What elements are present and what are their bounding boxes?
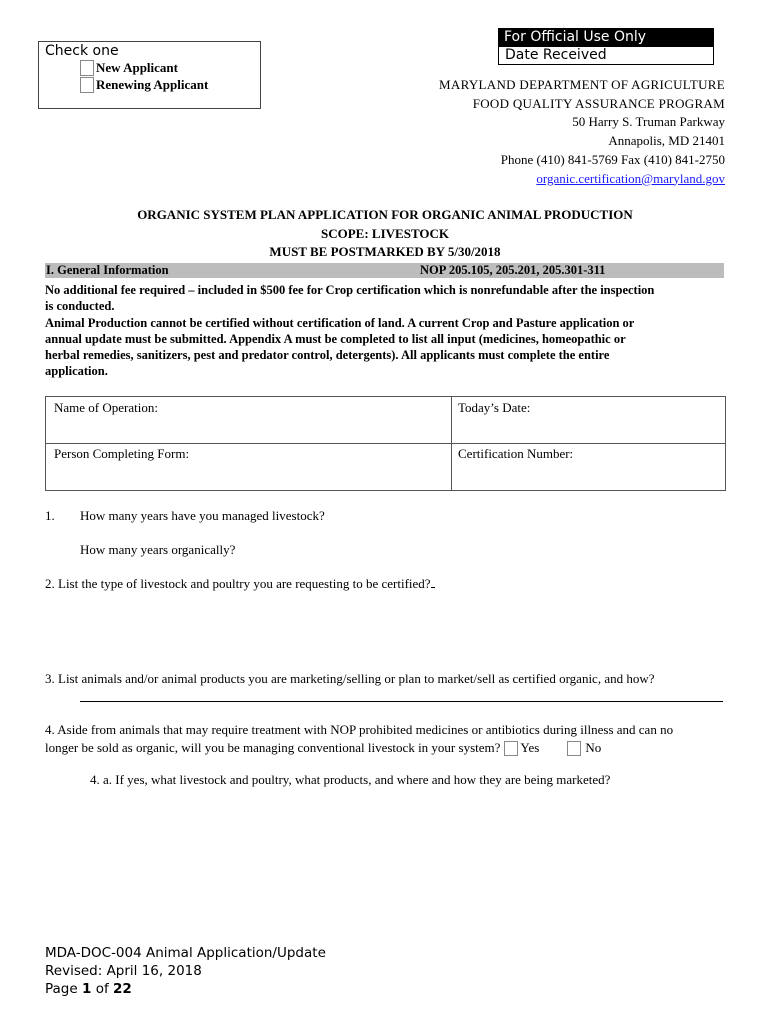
fee-notice-line: is conducted.: [45, 299, 115, 314]
new-applicant-option[interactable]: [80, 60, 178, 76]
certification-notice-line: application.: [45, 364, 108, 379]
certification-notice-line: herbal remedies, sanitizers, pest and predator control, detergents). All applicants must complete the entire: [45, 348, 610, 363]
program-name: FOOD QUALITY ASSURANCE PROGRAM: [472, 95, 725, 111]
general-info-table: [45, 396, 726, 491]
check-one-label: Check one: [45, 43, 119, 59]
q4-yes-checkbox[interactable]: [504, 741, 518, 756]
question-4-line-1: 4. Aside from animals that may require treatment with NOP prohibited medicines or antibiotics during illness and can no: [45, 722, 674, 737]
question-1: How many years have you managed livestock?: [80, 508, 325, 523]
todays-date-field[interactable]: Today’s Date:: [458, 400, 531, 415]
fee-notice-line: No additional fee required – included in $500 fee for Crop certification which is nonrefundable after the inspection: [45, 283, 655, 297]
agency-address-block: [439, 76, 725, 188]
name-of-operation-field[interactable]: Name of Operation:: [54, 400, 158, 415]
form-scope: SCOPE: LIVESTOCK: [321, 226, 449, 241]
q4-yes-label: Yes: [520, 740, 540, 755]
question-4a: 4. a. If yes, what livestock and poultry, what products, and where and how they are being marketed?: [90, 772, 611, 787]
document-id: MDA-DOC-004 Animal Application/Update: [45, 945, 326, 961]
agency-email-link[interactable]: organic.certification@maryland.gov: [536, 170, 725, 186]
new-applicant-label: New Applicant: [96, 60, 178, 75]
question-2-text: 2. List the type of livestock and poultry you are requesting to be certified?: [45, 576, 431, 591]
question-3: 3. List animals and/or animal products you are marketing/selling or plan to market/sell as certified organic, and how?: [45, 671, 655, 686]
question-1b: How many years organically?: [80, 542, 236, 557]
question-3-answer-line[interactable]: [80, 701, 723, 702]
page-footer: [45, 944, 326, 998]
table-divider: [46, 443, 725, 444]
current-page: 1: [81, 981, 92, 997]
official-use-box: [498, 28, 714, 65]
certification-number-field[interactable]: Certification Number:: [458, 446, 574, 461]
date-received-field[interactable]: Date Received: [498, 47, 714, 65]
agency-street: 50 Harry S. Truman Parkway: [572, 114, 725, 130]
form-title: ORGANIC SYSTEM PLAN APPLICATION FOR ORGANIC ANIMAL PRODUCTION: [137, 207, 633, 222]
page-label: Page: [45, 981, 78, 997]
section-title: I. General Information: [46, 263, 169, 277]
person-completing-field[interactable]: Person Completing Form:: [54, 446, 190, 461]
revision-date: Revised: April 16, 2018: [45, 963, 202, 979]
applicant-type-group: [38, 41, 261, 109]
postmark-deadline: MUST BE POSTMARKED BY 5/30/2018: [269, 244, 501, 259]
certification-notice-line: Animal Production cannot be certified without certification of land. A current Crop and Pasture application or: [45, 315, 635, 330]
renewing-applicant-label: Renewing Applicant: [96, 77, 209, 92]
total-pages: 22: [113, 981, 132, 997]
section-header: [45, 263, 724, 278]
q4-no-checkbox[interactable]: [567, 741, 581, 756]
q4-no-label: No: [585, 740, 602, 755]
question-4-line-2: [45, 740, 601, 756]
renewing-applicant-checkbox[interactable]: [80, 77, 94, 93]
official-use-header: For Official Use Only: [498, 28, 714, 47]
fee-notice: [45, 282, 725, 380]
agency-city: Annapolis, MD 21401: [608, 133, 725, 149]
page-number: [45, 980, 326, 998]
agency-phone: Phone (410) 841-5769 Fax (410) 841-2750: [500, 151, 725, 167]
renewing-applicant-option[interactable]: [80, 77, 208, 93]
section-reference: NOP 205.105, 205.201, 205.301-311: [420, 263, 606, 277]
agency-name: MARYLAND DEPARTMENT OF AGRICULTURE: [439, 77, 725, 92]
question-1-number: 1.: [45, 508, 55, 523]
question-4-text: longer be sold as organic, will you be managing conventional livestock in your system?: [45, 740, 501, 755]
new-applicant-checkbox[interactable]: [80, 60, 94, 76]
answer-underline: [431, 587, 435, 588]
certification-notice-line: annual update must be submitted. Appendix A must be completed to list all input (medicines, homeopathic or: [45, 331, 626, 346]
question-2: [45, 576, 435, 592]
of-label: of: [95, 981, 109, 997]
